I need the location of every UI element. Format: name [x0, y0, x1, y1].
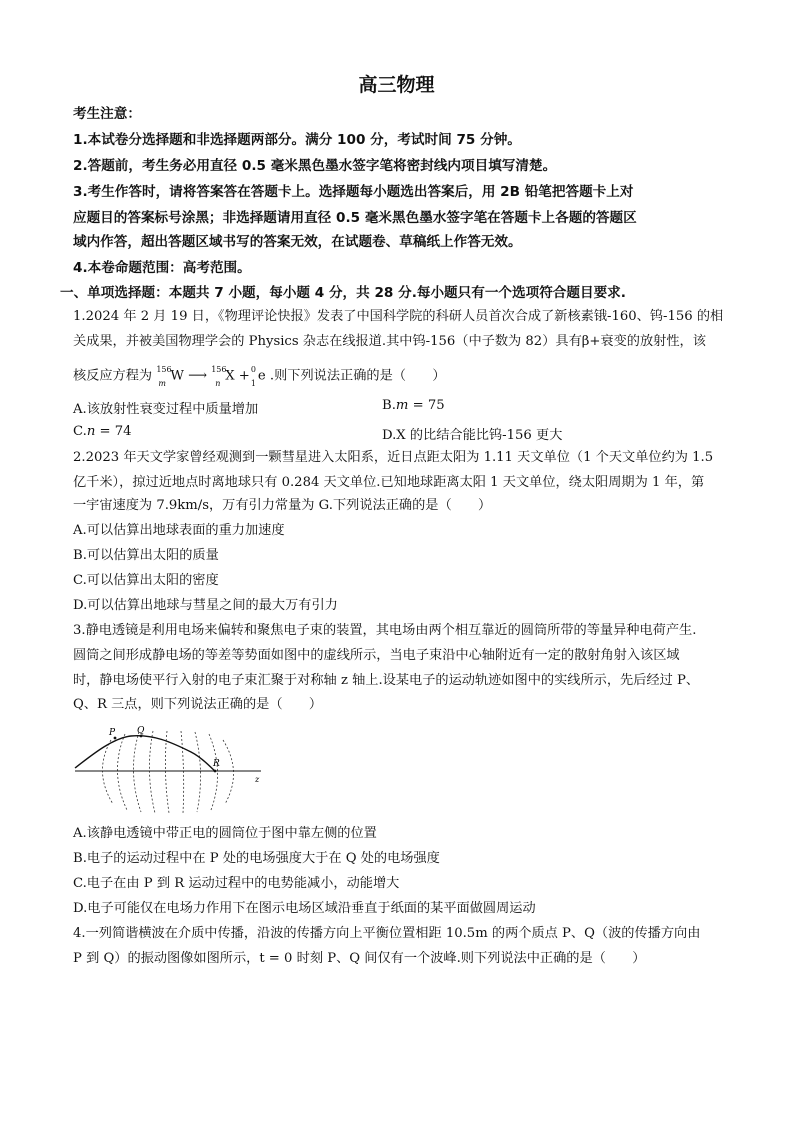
notice-heading: 考生注意： [73, 106, 141, 122]
q3-option-d: D.电子可能仅在电场力作用下在图示电场区域沿垂直于纸面的某平面做圆周运动 [73, 901, 536, 916]
q1-line3-prefix: 核反应方程为 [73, 368, 153, 384]
q3-option-b: B.电子的运动过程中在 P 处的电场强度大于在 Q 处的电场强度 [73, 851, 440, 866]
q2-text-line2: 亿千米），掠过近地点时离地球只有 0.284 天文单位.已知地球距离太阳 1 天文单位，绕太阳周期为 1 年，第 [73, 475, 705, 490]
q1-line3-suffix: .则下列说法正确的是（ ） [269, 368, 446, 384]
electron-trajectory [75, 736, 215, 771]
q1-option-b [382, 398, 445, 413]
eq-symbol-e: e [257, 368, 266, 384]
point-r-marker [214, 770, 217, 773]
eq-symbol-x: X [225, 368, 235, 384]
eq-arrow: ⟶ [188, 368, 207, 384]
label-p: P [109, 728, 116, 738]
q3-text-line3: 时，静电场使平行入射的电子束汇聚于对称轴 z 轴上.设某电子的运动轨迹如图中的实线所示，先后经过 P、 [73, 673, 700, 688]
q3-text-line1: 3.静电透镜是利用电场来偏转和聚焦电子束的装置，其电场由两个相互靠近的圆筒所带的等量异种电荷产生. [73, 623, 697, 638]
q1-nuclear-equation [156, 366, 265, 387]
label-q: Q [137, 726, 145, 736]
eq-z-3: 1 [250, 379, 256, 388]
q3-option-c: C.电子在由 P 到 R 运动过程中的电势能减小，动能增大 [73, 876, 400, 891]
q3-text-line4: Q、R 三点，则下列说法正确的是（ ） [73, 697, 323, 712]
notice-item-3: 3.考生作答时，请将答案答在答题卡上。选择题每小题选出答案后，用 2B 铅笔把答题卡上对 [73, 184, 634, 200]
q2-option-b: B.可以估算出太阳的质量 [73, 548, 219, 563]
q1-text-line3 [73, 366, 723, 387]
q1-option-d: D.X 的比结合能比钨-156 更大 [382, 428, 563, 443]
section-heading-single-choice: 一、单项选择题：本题共 7 小题，每小题 4 分，共 28 分.每小题只有一个选项符合题目要求. [60, 285, 626, 301]
eq-z-1: m [158, 379, 166, 388]
electrostatic-lens-figure [73, 724, 268, 814]
q1-option-b-value: = 75 [408, 398, 445, 413]
q2-option-c: C.可以估算出太阳的密度 [73, 573, 219, 588]
q3-option-a: A.该静电透镜中带正电的圆筒位于图中靠左侧的位置 [73, 826, 377, 841]
eq-mass-3: 0 [250, 365, 256, 374]
notice-item-2: 2.答题前，考生务必用直径 0.5 毫米黑色墨水签字笔将密封线内项目填写清楚。 [73, 158, 557, 174]
q1-text-line2: 关成果，并被美国物理学会的 Physics 杂志在线报道.其中钨-156（中子数为 82）具有β+衰变的放射性，该 [73, 334, 706, 349]
q1-option-a: A.该放射性衰变过程中质量增加 [73, 402, 259, 417]
q2-option-a: A.可以估算出地球表面的重力加速度 [73, 523, 285, 538]
label-z: z [255, 775, 260, 784]
eq-mass-2: 156 [211, 365, 227, 374]
q4-text-line2: P 到 Q）的振动图像如图所示，t = 0 时刻 P、Q 间仅有一个波峰.则下列说法中正确的是（ ） [73, 951, 646, 966]
notice-item-3-cont2: 域内作答，超出答题区域书写的答案无效，在试题卷、草稿纸上作答无效。 [73, 234, 522, 250]
notice-item-1: 1.本试卷分选择题和非选择题两部分。满分 100 分，考试时间 75 分钟。 [73, 132, 521, 148]
notice-item-4: 4.本卷命题范围：高考范围。 [73, 260, 251, 276]
label-r: R [213, 759, 220, 769]
q4-text-line1: 4.一列简谐横波在介质中传播，沿波的传播方向上平衡位置相距 10.5m 的两个质点 P、Q（波的传播方向由 [73, 926, 701, 941]
eq-z-2: n [215, 379, 221, 388]
q1-text-line1: 1.2024 年 2 月 19 日，《物理评论快报》发表了中国科学院的科研人员首次合成了新核素锇-160、钨-156 的相 [73, 309, 724, 324]
q1-option-c [73, 424, 132, 439]
q2-option-d: D.可以估算出地球与彗星之间的最大万有引力 [73, 598, 338, 613]
q1-option-b-var: m [395, 398, 409, 413]
q1-option-c-label: C. [73, 424, 87, 439]
equipotential-lines [102, 731, 233, 813]
notice-item-3-cont: 应题目的答案标号涂黑；非选择题请用直径 0.5 毫米黑色墨水签字笔在答题卡上各题的答题区 [73, 210, 637, 226]
eq-mass-1: 156 [156, 365, 172, 374]
q3-text-line2: 圆筒之间形成静电场的等差等势面如图中的虚线所示，当电子束沿中心轴附近有一定的散射角射入该区域 [73, 648, 680, 663]
eq-symbol-w: W [170, 368, 184, 384]
eq-plus: + [238, 368, 250, 384]
q2-text-line3: 一宇宙速度为 7.9km/s，万有引力常量为 G.下列说法正确的是（ ） [73, 498, 492, 513]
page-title: 高三物理 [358, 74, 435, 96]
q1-option-b-label: B. [382, 398, 396, 413]
q2-text-line1: 2.2023 年天文学家曾经观测到一颗彗星进入太阳系，近日点距太阳为 1.11 天文单位（1 个天文单位约为 1.5 [73, 450, 714, 465]
q1-option-c-var: n [86, 424, 96, 439]
q1-option-c-value: = 74 [95, 424, 132, 439]
